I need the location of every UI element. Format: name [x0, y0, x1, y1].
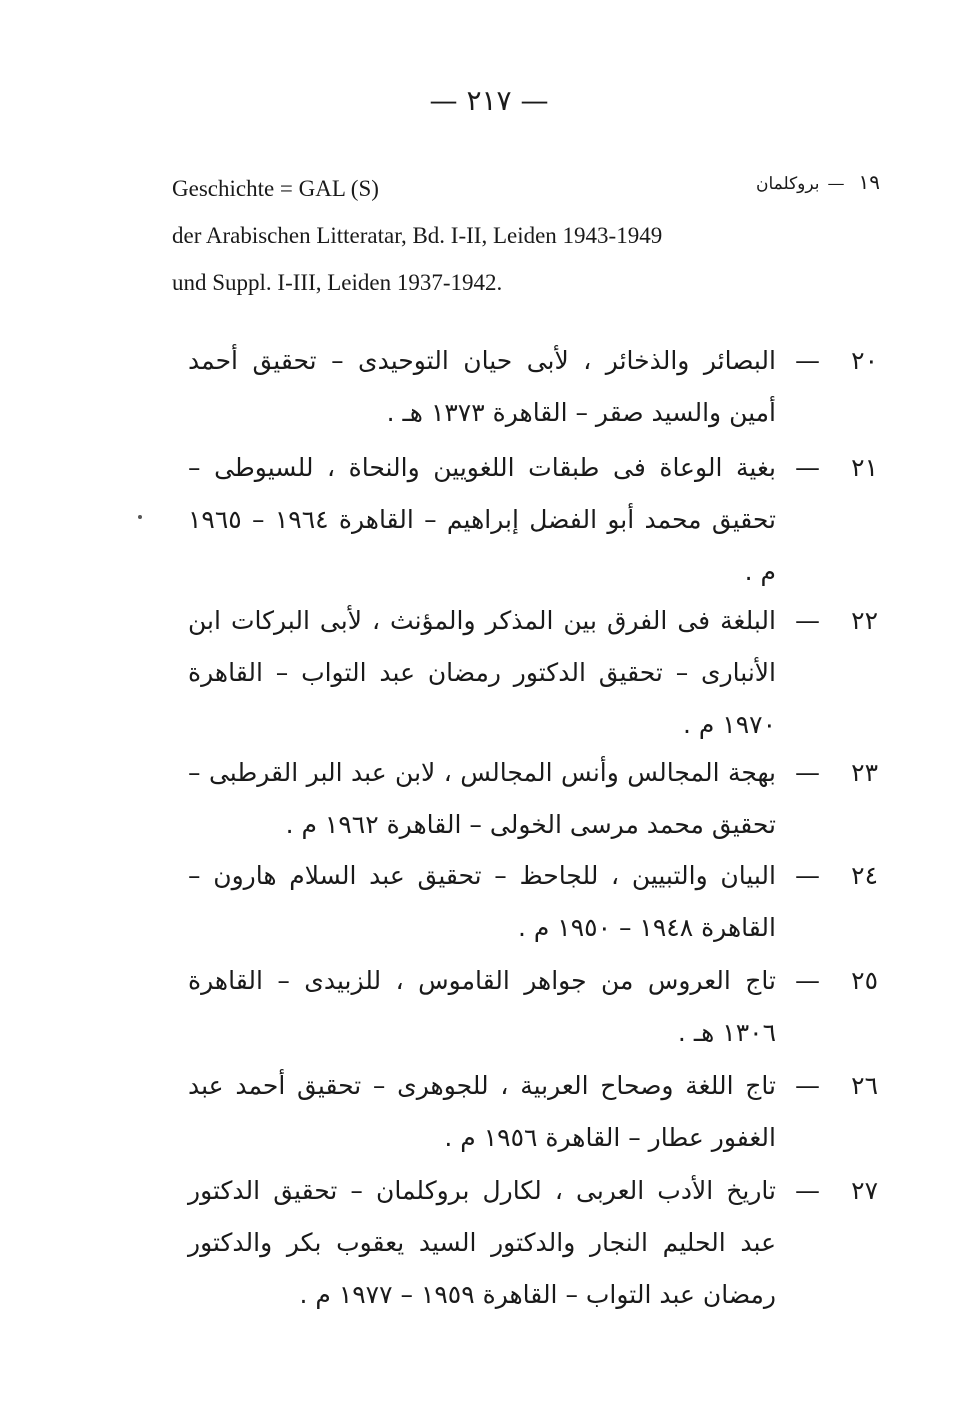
- bibliography-entry-23: [188, 747, 878, 851]
- bibliography-entry-26: [188, 1060, 878, 1164]
- entry-dash: —: [795, 453, 820, 482]
- entry-number: ٢٧: [851, 1176, 878, 1205]
- entry-number: ٢١: [851, 453, 878, 482]
- entry-number: ٢٢: [851, 606, 878, 635]
- bibliography-entry-27: [188, 1165, 878, 1321]
- entry-number: ٢٥: [851, 966, 878, 995]
- entry-text: بغية الوعاة فى طبقات اللغويين والنحاة ، للسيوطى – تحقيق محمد أبو الفضل إبراهيم – القاهرة ١٩٦٤ – ١٩٦٥ م .: [188, 453, 776, 586]
- entry-number: ٢٤: [851, 861, 878, 890]
- bibliography-entry-21: [188, 442, 878, 598]
- bibliography-entry-19-latin: [172, 165, 812, 306]
- entry-dash: —: [795, 606, 820, 635]
- entry-text: البيان والتبيين ، للجاحظ – تحقيق عبد السلام هارون – القاهرة ١٩٤٨ – ١٩٥٠ م .: [188, 861, 776, 942]
- stray-dot-mark: [138, 515, 142, 519]
- latin-line-3: und Suppl. I-III, Leiden 1937-1942.: [172, 270, 503, 295]
- page-number: — ٢١٧ —: [429, 84, 549, 117]
- bibliography-entry-20: [188, 335, 878, 439]
- entry-text: تاج اللغة وصحاح العربية ، للجوهرى – تحقيق أحمد عبد الغفور عطار – القاهرة ١٩٥٦ م .: [188, 1071, 776, 1152]
- entry-text: البصائر والذخائر ، لأبى حيان التوحيدى – تحقيق أحمد أمين والسيد صقر – القاهرة ١٣٧٣ هـ .: [188, 346, 776, 427]
- bibliography-entry-24: [188, 850, 878, 954]
- entry-text: تاريخ الأدب العربى ، لكارل بروكلمان – تحقيق الدكتور عبد الحليم النجار والدكتور السيد يعقوب بكر والدكتور رمضان عبد التواب – القاهرة ١٩٥٩ – ١٩٧٧ م .: [188, 1176, 776, 1309]
- entry-dash: —: [827, 174, 845, 194]
- entry-dash: —: [795, 1071, 820, 1100]
- entry-dash: —: [795, 1176, 820, 1205]
- entry-text: تاج العروس من جواهر القاموس ، للزبيدى – القاهرة ١٣٠٦ هـ .: [188, 966, 776, 1047]
- entry-number: ١٩: [858, 170, 880, 194]
- entry-author: بروكلمان: [755, 174, 820, 194]
- entry-number: ٢٣: [851, 758, 878, 787]
- entry-number: ٢٠: [851, 346, 878, 375]
- latin-line-1: Geschichte = GAL (S): [172, 176, 379, 201]
- entry-text: بهجة المجالس وأنس المجالس ، لابن عبد البر القرطبى – تحقيق محمد مرسى الخولى – القاهرة ١٩٦٢ م .: [188, 758, 776, 839]
- entry-dash: —: [795, 861, 820, 890]
- entry-dash: —: [795, 966, 820, 995]
- entry-number: ٢٦: [851, 1071, 878, 1100]
- latin-line-2: der Arabischen Litteratar, Bd. I-II, Leiden 1943-1949: [172, 223, 663, 248]
- entry-dash: —: [795, 758, 820, 787]
- bibliography-entry-25: [188, 955, 878, 1059]
- entry-dash: —: [795, 346, 820, 375]
- bibliography-entry-22: [188, 595, 878, 751]
- entry-text: البلغة فى الفرق بين المذكر والمؤنث ، لأبى البركات ابن الأنبارى – تحقيق الدكتور رمضان عبد التواب – القاهرة ١٩٧٠ م .: [188, 606, 776, 739]
